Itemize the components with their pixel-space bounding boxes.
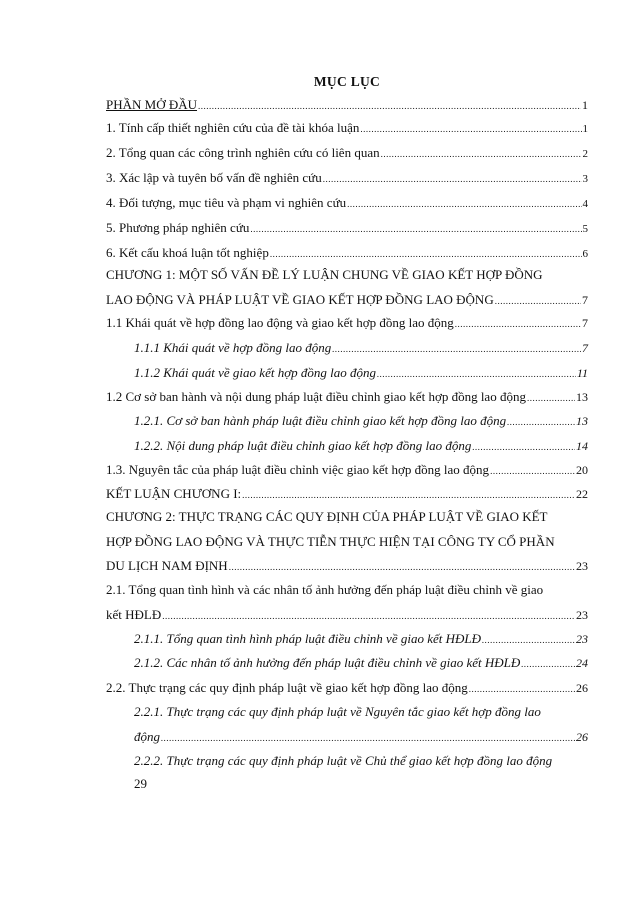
toc-entry-2-2[interactable]: 2.2. Thực trạng các quy định pháp luật về giao kết hợp đồng lao động ..... 26 bbox=[106, 677, 588, 699]
toc-entry-1-1-1[interactable]: 1.1.1 Khái quát về hợp đồng lao động ..... 7 bbox=[134, 337, 588, 359]
toc-entry-2-2-2-page[interactable]: 29 bbox=[134, 776, 147, 791]
toc-entry-chapter1-line1[interactable]: CHƯƠNG 1: MỘT SỐ VẤN ĐỀ LÝ LUẬN CHUNG VỀ GIAO KẾT HỢP ĐỒNG bbox=[106, 267, 543, 282]
toc-entry-intro[interactable]: PHẦN MỞ ĐẦU ..... 1 bbox=[106, 94, 588, 116]
toc-entry-1-2-1[interactable]: 1.2.1. Cơ sở ban hành pháp luật điều chỉnh giao kết hợp đồng lao động ..... 13 bbox=[134, 410, 588, 432]
toc-entry-2-2-1-line1[interactable]: 2.2.1. Thực trạng các quy định pháp luật về Nguyên tắc giao kết hợp đồng lao bbox=[134, 704, 541, 719]
toc-entry-2-1-line1[interactable]: 2.1. Tổng quan tình hình và các nhân tố ảnh hưởng đến pháp luật điều chỉnh về giao bbox=[106, 582, 544, 597]
toc-entry-chapter2-line2[interactable]: HỢP ĐỒNG LAO ĐỘNG VÀ THỰC TIỄN THỰC HIỆN TẠI CÔNG TY CỔ PHẦN bbox=[106, 534, 555, 549]
toc-entry-1-2[interactable]: 1.2 Cơ sở ban hành và nội dung pháp luật điều chỉnh giao kết hợp đồng lao động ..... 13 bbox=[106, 386, 588, 408]
toc-entry-4[interactable]: 4. Đối tượng, mục tiêu và phạm vi nghiên cứu ..... 4 bbox=[106, 192, 588, 214]
toc-entry-2-1[interactable]: kết HĐLĐ ..... 23 bbox=[106, 604, 588, 626]
toc-entry-1[interactable]: 1. Tính cấp thiết nghiên cứu của đề tài khóa luận ..... 1 bbox=[106, 117, 588, 139]
toc-entry-5[interactable]: 5. Phương pháp nghiên cứu ..... 5 bbox=[106, 217, 588, 239]
toc-entry-1-2-2[interactable]: 1.2.2. Nội dung pháp luật điều chỉnh giao kết hợp đồng lao động ..... 14 bbox=[134, 435, 588, 457]
toc-entry-1-1-2[interactable]: 1.1.2 Khái quát về giao kết hợp đồng lao động ..... 11 bbox=[134, 362, 588, 384]
toc-entry-6[interactable]: 6. Kết cấu khoá luận tốt nghiệp ..... 6 bbox=[106, 242, 588, 264]
toc-entry-2-2-1[interactable]: động ..... 26 bbox=[134, 726, 588, 748]
toc-entry-conclusion-1[interactable]: KẾT LUẬN CHƯƠNG I: ..... 22 bbox=[106, 483, 588, 505]
toc-entry-1-1[interactable]: 1.1 Khái quát về hợp đồng lao động và giao kết hợp đồng lao động ..... 7 bbox=[106, 312, 588, 334]
toc-entry-3[interactable]: 3. Xác lập và tuyên bố vấn đề nghiên cứu ..... 3 bbox=[106, 167, 588, 189]
toc-entry-1-3[interactable]: 1.3. Nguyên tắc của pháp luật điều chỉnh việc giao kết hợp đồng lao động ..... 20 bbox=[106, 459, 588, 481]
toc-entry-2-2-2-line1[interactable]: 2.2.2. Thực trạng các quy định pháp luật về Chủ thể giao kết hợp đồng lao động bbox=[134, 753, 553, 768]
toc-entry-chapter2-line1[interactable]: CHƯƠNG 2: THỰC TRẠNG CÁC QUY ĐỊNH CỦA PHÁP LUẬT VỀ GIAO KẾT bbox=[106, 509, 548, 524]
toc-entry-chapter1[interactable]: LAO ĐỘNG VÀ PHÁP LUẬT VỀ GIAO KẾT HỢP ĐỒNG LAO ĐỘNG ..... 7 bbox=[106, 289, 588, 311]
toc-entry-2[interactable]: 2. Tổng quan các công trình nghiên cứu có liên quan ..... 2 bbox=[106, 142, 588, 164]
toc-title: MỤC LỤC bbox=[313, 74, 381, 89]
toc-entry-2-1-2[interactable]: 2.1.2. Các nhân tố ảnh hưởng đến pháp luật điều chỉnh về giao kết HĐLĐ ..... 24 bbox=[134, 652, 588, 674]
toc-entry-2-1-1[interactable]: 2.1.1. Tổng quan tình hình pháp luật điều chỉnh về giao kết HĐLĐ ..... 23 bbox=[134, 628, 588, 650]
toc-entry-chapter2[interactable]: DU LỊCH NAM ĐỊNH ..... 23 bbox=[106, 555, 588, 577]
